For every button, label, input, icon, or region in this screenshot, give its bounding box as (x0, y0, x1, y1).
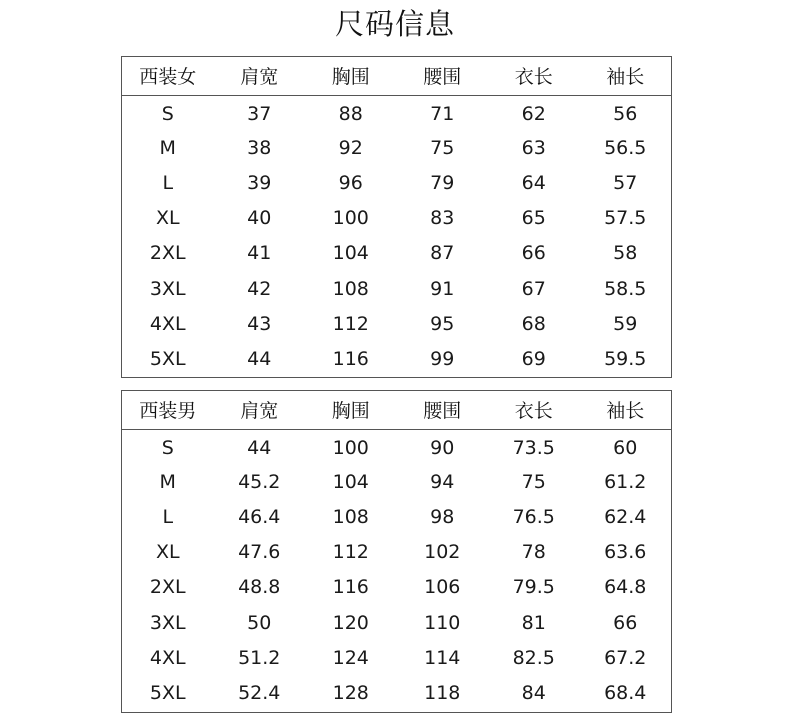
measurement-cell: 116 (332, 576, 369, 599)
measurement-cell: 58.5 (604, 277, 647, 300)
measurement-cell: 104 (332, 242, 369, 265)
size-label-cell: S (161, 102, 174, 125)
measurement-cell: 59.5 (604, 347, 647, 370)
measurement-cell: 56.5 (604, 136, 647, 159)
measurement-cell: 90 (430, 436, 455, 459)
size-label-cell: 5XL (149, 347, 186, 370)
measurement-cell: 65 (521, 207, 546, 230)
table-row (122, 236, 671, 271)
header-cell: 袖长 (580, 57, 672, 95)
measurement-cell: 38 (247, 136, 272, 159)
men-size-table (121, 390, 672, 713)
measurement-cell: 57 (613, 171, 638, 194)
measurement-cell: 41 (247, 242, 272, 265)
measurement-cell: 82.5 (512, 646, 555, 669)
table-row (122, 605, 671, 640)
measurement-cell: 116 (332, 347, 369, 370)
table-row (122, 464, 671, 499)
measurement-cell: 68.4 (604, 681, 647, 704)
size-label-cell: 5XL (149, 681, 186, 704)
measurement-cell: 73.5 (512, 436, 555, 459)
size-label-cell: 4XL (149, 312, 186, 335)
measurement-cell: 62 (521, 102, 546, 125)
measurement-cell: 94 (430, 470, 455, 493)
header-cell: 肩宽 (214, 391, 306, 429)
table-row (122, 341, 671, 376)
measurement-cell: 108 (332, 277, 369, 300)
table-row (122, 570, 671, 605)
size-label-cell: 3XL (149, 277, 186, 300)
size-label-cell: 3XL (149, 611, 186, 634)
measurement-cell: 66 (521, 242, 546, 265)
header-cell: 肩宽 (214, 57, 306, 95)
measurement-cell: 67 (521, 277, 546, 300)
measurement-cell: 79.5 (512, 576, 555, 599)
men-table-body (122, 429, 671, 711)
women-table-body (122, 95, 671, 377)
measurement-cell: 112 (332, 541, 369, 564)
measurement-cell: 60 (613, 436, 638, 459)
measurement-cell: 48.8 (238, 576, 281, 599)
measurement-cell: 88 (338, 102, 363, 125)
table-row (122, 429, 671, 464)
measurement-cell: 42 (247, 277, 272, 300)
measurement-cell: 110 (424, 611, 461, 634)
measurement-cell: 112 (332, 312, 369, 335)
table-row (122, 201, 671, 236)
header-cell: 衣长 (488, 391, 580, 429)
measurement-cell: 61.2 (604, 470, 647, 493)
measurement-cell: 43 (247, 312, 272, 335)
measurement-cell: 44 (247, 347, 272, 370)
table-row (122, 306, 671, 341)
men-table-grid (122, 391, 671, 711)
measurement-cell: 67.2 (604, 646, 647, 669)
measurement-cell: 44 (247, 436, 272, 459)
table-row (122, 499, 671, 534)
measurement-cell: 87 (430, 242, 455, 265)
size-label-cell: M (159, 136, 176, 159)
women-table-grid (122, 57, 671, 377)
measurement-cell: 57.5 (604, 207, 647, 230)
measurement-cell: 78 (521, 541, 546, 564)
measurement-cell: 91 (430, 277, 455, 300)
measurement-cell: 51.2 (238, 646, 281, 669)
measurement-cell: 64 (521, 171, 546, 194)
size-label-cell: XL (155, 541, 180, 564)
header-cell: 西装女 (122, 57, 214, 95)
table-row (122, 130, 671, 165)
header-cell: 胸围 (305, 57, 397, 95)
measurement-cell: 47.6 (238, 541, 281, 564)
size-label-cell: M (159, 470, 176, 493)
measurement-cell: 37 (247, 102, 272, 125)
measurement-cell: 40 (247, 207, 272, 230)
header-cell: 胸围 (305, 391, 397, 429)
header-row (122, 391, 671, 429)
measurement-cell: 59 (613, 312, 638, 335)
measurement-cell: 124 (332, 646, 369, 669)
measurement-cell: 75 (430, 136, 455, 159)
measurement-cell: 83 (430, 207, 455, 230)
measurement-cell: 99 (430, 347, 455, 370)
measurement-cell: 100 (332, 207, 369, 230)
measurement-cell: 69 (521, 347, 546, 370)
measurement-cell: 58 (613, 242, 638, 265)
measurement-cell: 52.4 (238, 681, 281, 704)
header-cell: 腰围 (397, 57, 489, 95)
size-label-cell: 4XL (149, 646, 186, 669)
measurement-cell: 76.5 (512, 505, 555, 528)
measurement-cell: 108 (332, 505, 369, 528)
measurement-cell: 46.4 (238, 505, 281, 528)
size-label-cell: S (161, 436, 174, 459)
header-cell: 袖长 (580, 391, 672, 429)
size-label-cell: 2XL (149, 576, 186, 599)
measurement-cell: 104 (332, 470, 369, 493)
measurement-cell: 98 (430, 505, 455, 528)
header-cell: 衣长 (488, 57, 580, 95)
size-label-cell: 2XL (149, 242, 186, 265)
table-row (122, 95, 671, 130)
size-label-cell: XL (155, 207, 180, 230)
measurement-cell: 50 (247, 611, 272, 634)
measurement-cell: 64.8 (604, 576, 647, 599)
measurement-cell: 45.2 (238, 470, 281, 493)
measurement-cell: 63 (521, 136, 546, 159)
measurement-cell: 92 (338, 136, 363, 159)
measurement-cell: 68 (521, 312, 546, 335)
measurement-cell: 66 (613, 611, 638, 634)
header-row (122, 57, 671, 95)
measurement-cell: 63.6 (604, 541, 647, 564)
women-size-table (121, 56, 672, 378)
table-row (122, 165, 671, 200)
measurement-cell: 106 (424, 576, 461, 599)
measurement-cell: 120 (332, 611, 369, 634)
measurement-cell: 128 (332, 681, 369, 704)
measurement-cell: 114 (424, 646, 461, 669)
table-row (122, 271, 671, 306)
size-label-cell: L (162, 171, 174, 194)
header-cell: 腰围 (397, 391, 489, 429)
measurement-cell: 102 (424, 541, 461, 564)
table-row (122, 640, 671, 675)
measurement-cell: 84 (521, 681, 546, 704)
header-cell: 西装男 (122, 391, 214, 429)
table-row (122, 675, 671, 710)
size-label-cell: L (162, 505, 174, 528)
table-row (122, 535, 671, 570)
measurement-cell: 118 (424, 681, 461, 704)
measurement-cell: 56 (613, 102, 638, 125)
measurement-cell: 81 (521, 611, 546, 634)
measurement-cell: 95 (430, 312, 455, 335)
measurement-cell: 39 (247, 171, 272, 194)
measurement-cell: 75 (521, 470, 546, 493)
measurement-cell: 79 (430, 171, 455, 194)
measurement-cell: 96 (338, 171, 363, 194)
measurement-cell: 62.4 (604, 505, 647, 528)
measurement-cell: 71 (430, 102, 455, 125)
page-title: 尺码信息 (334, 7, 455, 41)
measurement-cell: 100 (332, 436, 369, 459)
